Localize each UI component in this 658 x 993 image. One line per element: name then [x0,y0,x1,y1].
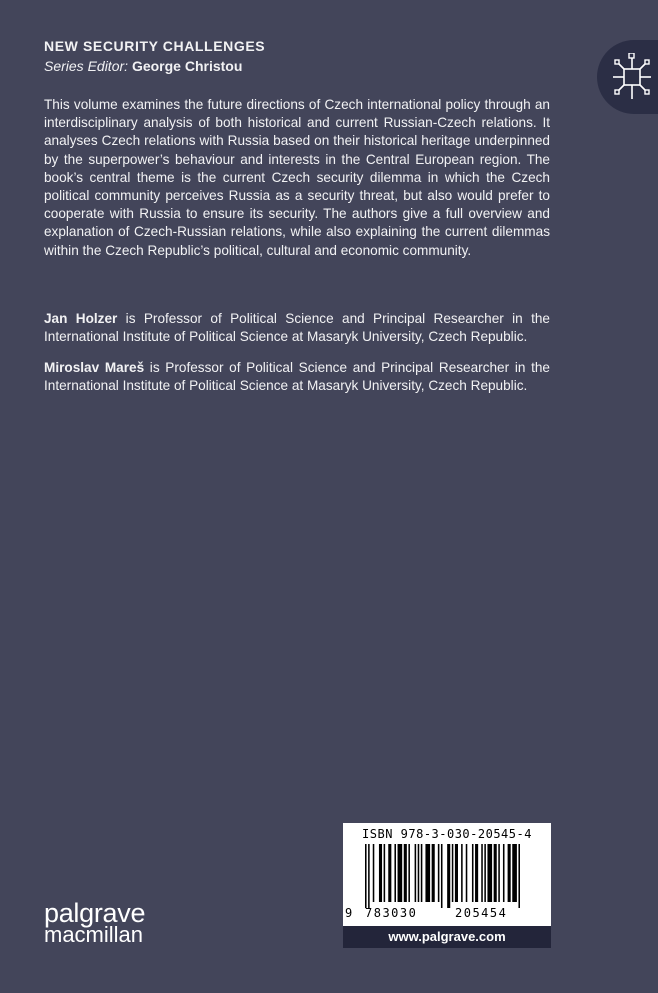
publisher-url: www.palgrave.com [343,926,551,948]
barcode-bar [421,844,423,902]
barcode-bar [368,844,370,908]
author-name: Jan Holzer [44,311,118,326]
author-bio-text: is Professor of Political Science and Principal Researcher in the International Institute of Political Science at Masaryk University, Czech Republic. [44,311,550,345]
book-description: This volume examines the future directions of Czech international policy through an interdisciplinary analysis of both historical and current Russian-Czech relations. It analyses Czech relations with Russia based on their historical heritage underpinned by the superpower’s behaviour and interests in the Central European region. The book’s central theme is the current Czech security dilemma in which the Czech political community perceives Russia as a security threat, but also would prefer to cooperate with Russia to ensure its security. The authors give a full overview and explanation of Czech-Russian relations, while also explaining the current dilemmas within the Czech Republic’s political, cultural and economic community. [44,97,550,258]
author-bio [44,359,550,395]
series-editor-name: George Christou [131,58,243,74]
barcode-bar [481,844,483,902]
series-editor [44,58,242,74]
barcode-bar [455,844,458,902]
barcode-bar [466,844,468,902]
barcode-bar [388,844,391,902]
barcode-bar [418,844,420,902]
barcode-bar [484,844,486,902]
barcode-bar [432,844,435,902]
publisher-line-2: macmillan [44,922,144,947]
barcode-bar [498,844,500,902]
barcode-bars [353,844,543,908]
barcode-lead-digit: 9 [345,906,354,920]
isbn-label: ISBN 978-3-030-20545-4 [362,827,532,841]
barcode-bar [373,844,375,902]
author-name: Miroslav Mareš [44,360,145,375]
barcode-bar [384,844,386,902]
barcode-bar [461,844,463,902]
barcode-bar [408,844,410,902]
barcode-bar [404,844,407,902]
palgrave-star-icon [611,53,655,101]
barcode-bar [415,844,417,902]
barcode-bar [441,844,443,908]
barcode-bar [379,844,382,902]
barcode-bar [494,844,497,902]
barcode-bar [394,844,396,902]
barcode-bar [365,844,367,908]
barcode-bar [452,844,454,902]
author-bio-text: is Professor of Political Science and Principal Researcher in the International Institute of Political Science at Masaryk University, Czech Republic. [44,360,550,394]
barcode [343,823,551,926]
publisher-line-1: palgrave [44,898,146,928]
barcode-bar [425,844,430,902]
barcode-bar [503,844,505,902]
logo-badge [597,40,658,114]
author-bio [44,310,550,346]
barcode-bar [475,844,478,902]
barcode-bar [487,844,492,902]
barcode-bar [512,844,517,902]
barcode-bar [508,844,511,902]
barcode-bar [398,844,403,902]
series-title: NEW SECURITY CHALLENGES [44,38,266,54]
barcode-bar [518,844,520,908]
series-editor-label: Series Editor: [44,58,129,74]
barcode-bar [438,844,440,902]
publisher-logo [44,898,146,947]
barcode-group-2: 205454 [455,906,508,920]
barcode-group-1: 783030 [365,906,418,920]
barcode-bar [447,844,450,908]
barcode-bar [472,844,474,902]
